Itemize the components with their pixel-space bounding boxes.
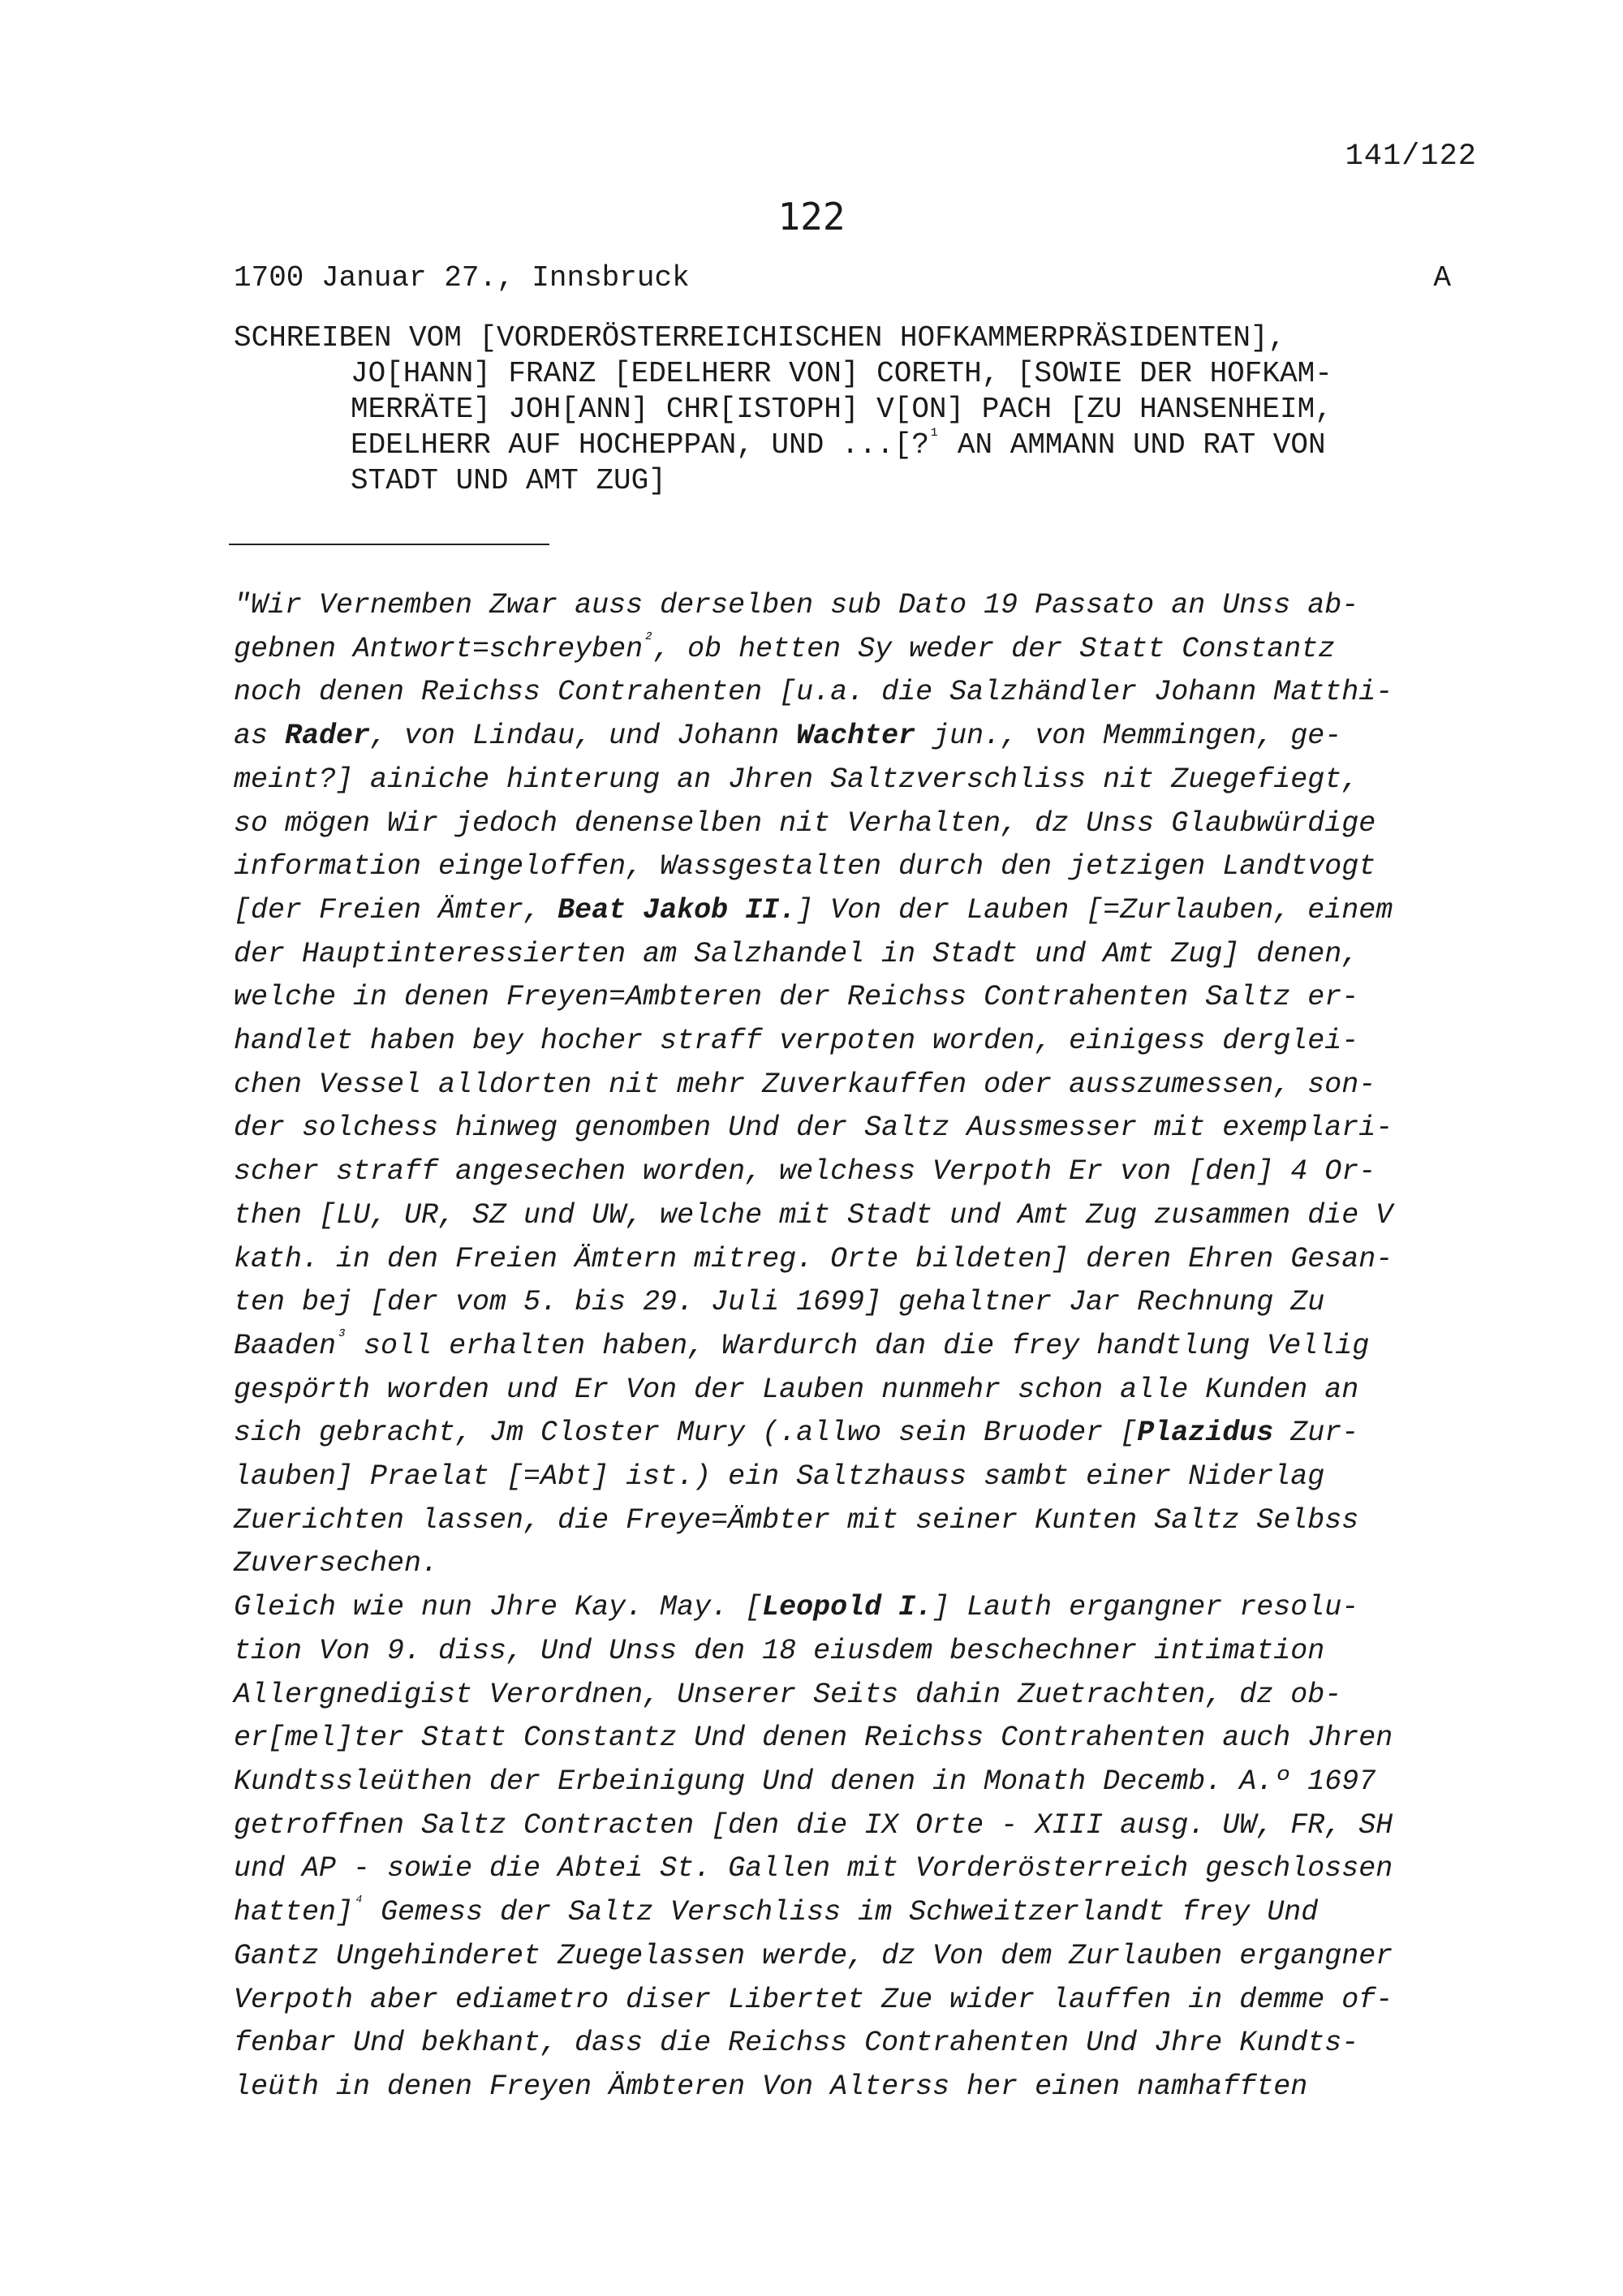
body-line: sich gebracht, Jm Closter Mury (.allwo sein Bruoder [Plazidus Zur- bbox=[234, 1417, 1359, 1450]
body-line: hatten]$^{^4}$ Gemess der Saltz Verschliss im Schweitzerlandt frey Und bbox=[234, 1893, 1319, 1929]
date-place-line bbox=[234, 261, 1451, 295]
body-line: welche in denen Freyen=Ambteren der Reichss Contrahenten Saltz er- bbox=[234, 981, 1359, 1014]
document-label: A bbox=[1433, 261, 1451, 295]
heading-line: SCHREIBEN VOM [VORDERÖSTERREICHISCHEN HOFKAMMERPRÄSIDENTEN], bbox=[234, 321, 1286, 355]
body-line: Baaden$^{^3}$ soll erhalten haben, Wardurch dan die frey handtlung Vellig bbox=[234, 1326, 1370, 1362]
body-line: handlet haben bey hocher straff verpoten worden, einigess derglei- bbox=[234, 1025, 1359, 1058]
body-line: Zuerichten lassen, die Freye=Ämbter mit seiner Kunten Saltz Selbss bbox=[234, 1503, 1359, 1537]
body-line: fenbar Und bekhant, dass die Reichss Contrahenten Und Jhre Kundts- bbox=[234, 2027, 1359, 2060]
body-line: noch denen Reichss Contrahenten [u.a. die Salzhändler Johann Matthi- bbox=[234, 676, 1393, 709]
body-line: chen Vessel alldorten nit mehr Zuverkauffen oder ausszumessen, son- bbox=[234, 1068, 1376, 1101]
body-line: [der Freien Ämter, Beat Jakob II.] Von der Lauben [=Zurlauben, einem bbox=[234, 893, 1393, 927]
body-line: kath. in den Freien Ämtern mitreg. Orte bildeten] deren Ehren Gesan- bbox=[234, 1242, 1393, 1275]
body-line: scher straff angesechen worden, welchess Verpoth Er von [den] 4 Or- bbox=[234, 1155, 1376, 1189]
heading-line: EDELHERR AUF HOCHEPPAN, UND ...[?$^{^1}$ AN AMMANN UND RAT VON bbox=[351, 425, 1326, 462]
body-line: as Rader, von Lindau, und Johann Wachter jun., von Memmingen, ge- bbox=[234, 720, 1342, 753]
document-heading bbox=[234, 320, 1483, 499]
body-line: Zuversechen. bbox=[234, 1547, 439, 1580]
body-line: der Hauptinteressierten am Salzhandel in Stadt und Amt Zug] denen, bbox=[234, 937, 1359, 970]
body-line: Verpoth aber ediametro diser Libertet Zue wider lauffen in demme of- bbox=[234, 1983, 1393, 2016]
transcription-body bbox=[234, 584, 1500, 2109]
heading-line: MERRÄTE] JOH[ANN] CHR[ISTOPH] V[ON] PACH [ZU HANSENHEIM, bbox=[351, 393, 1332, 426]
body-line: Gleich wie nun Jhre Kay. May. [Leopold I.] Lauth ergangner resolu- bbox=[234, 1591, 1359, 1624]
page-reference: 141/122 bbox=[1345, 140, 1477, 174]
heading-line: STADT UND AMT ZUG] bbox=[351, 464, 666, 497]
body-line: "Wir Vernemben Zwar auss derselben sub Dato 19 Passato an Unss ab- bbox=[234, 589, 1359, 621]
body-line: und AP - sowie die Abtei St. Gallen mit Vorderösterreich geschlossen bbox=[234, 1852, 1393, 1885]
body-line: Kundtssleüthen der Erbeinigung Und denen in Monath Decemb. A.º 1697 bbox=[234, 1765, 1376, 1798]
body-line: Gantz Ungehinderet Zuegelassen werde, dz Von dem Zurlauben ergangner bbox=[234, 1939, 1393, 1972]
date-place: 1700 Januar 27., Innsbruck bbox=[234, 261, 690, 295]
section-divider bbox=[229, 544, 549, 545]
body-line: er[mel]ter Statt Constantz Und denen Reichss Contrahenten auch Jhren bbox=[234, 1722, 1393, 1755]
body-line: Allergnedigist Verordnen, Unserer Seits dahin Zuetrachten, dz ob- bbox=[234, 1678, 1342, 1711]
body-line: gebnen Antwort=schreyben$^{^2}$, ob hetten Sy weder der Statt Constantz bbox=[234, 630, 1336, 665]
body-line: then [LU, UR, SZ und UW, welche mit Stadt und Amt Zug zusammen die V bbox=[234, 1198, 1393, 1232]
body-line: tion Von 9. diss, Und Unss den 18 eiusdem beschechner intimation bbox=[234, 1634, 1325, 1667]
body-line: getroffnen Saltz Contracten [den die IX Orte - XIII ausg. UW, FR, SH bbox=[234, 1808, 1393, 1842]
body-line: information eingeloffen, Wassgestalten durch den jetzigen Landtvogt bbox=[234, 850, 1376, 884]
body-line: meint?] ainiche hinterung an Jhren Saltzverschliss nit Zuegefiegt, bbox=[234, 763, 1359, 796]
body-line: so mögen Wir jedoch denenselben nit Verhalten, dz Unss Glaubwürdige bbox=[234, 806, 1376, 840]
body-line: gespörth worden und Er Von der Lauben nunmehr schon alle Kunden an bbox=[234, 1373, 1359, 1406]
body-line: lauben] Praelat [=Abt] ist.) ein Saltzhauss sambt einer Niderlag bbox=[234, 1460, 1325, 1494]
heading-line: JO[HANN] FRANZ [EDELHERR VON] CORETH, [SOWIE DER HOFKAM- bbox=[351, 357, 1332, 390]
body-line: ten bej [der vom 5. bis 29. Juli 1699] gehaltner Jar Rechnung Zu bbox=[234, 1286, 1325, 1319]
body-line: leüth in denen Freyen Ämbteren Von Alterss her einen namhafften bbox=[234, 2070, 1308, 2103]
document-number: 122 bbox=[777, 195, 846, 239]
body-line: der solchess hinweg genomben Und der Saltz Aussmesser mit exemplari- bbox=[234, 1111, 1393, 1145]
